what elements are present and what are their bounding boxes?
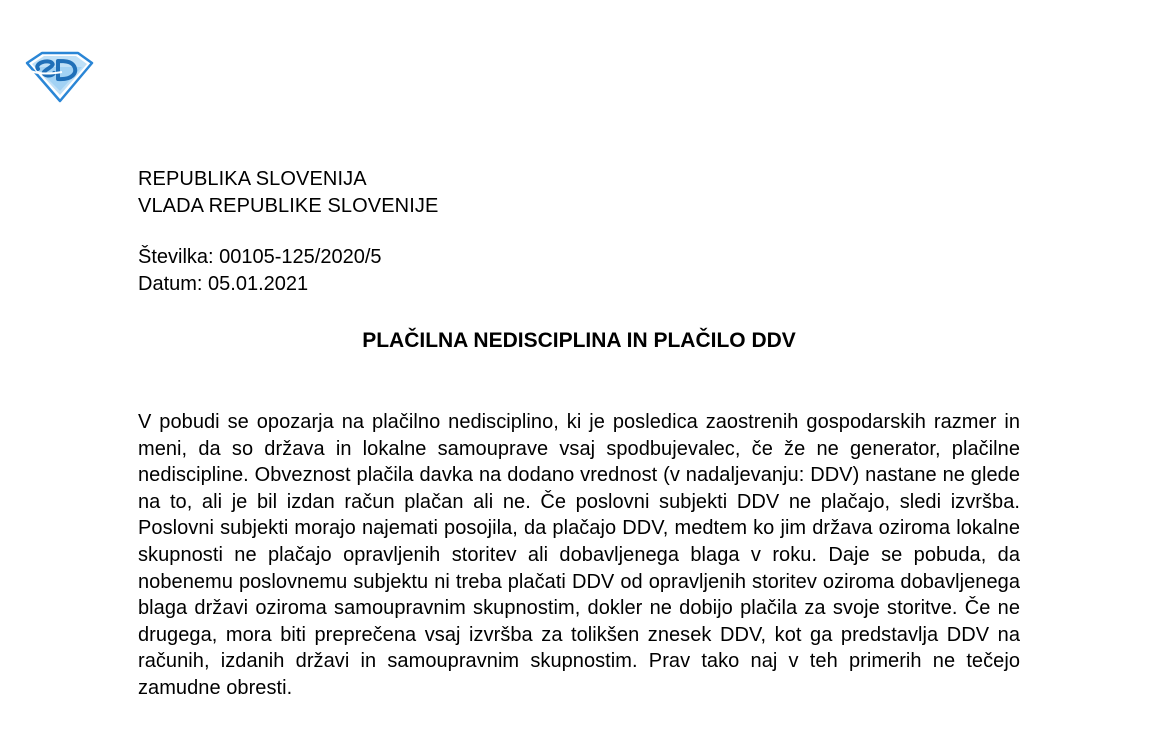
- document-date: Datum: 05.01.2021: [138, 273, 309, 295]
- government-logo-icon: [22, 49, 96, 103]
- document-number: Številka: 00105-125/2020/5: [138, 246, 382, 268]
- header-line-republic: REPUBLIKA SLOVENIJA: [138, 168, 367, 190]
- header-line-government: VLADA REPUBLIKE SLOVENIJE: [138, 195, 439, 217]
- document-title: PLAČILNA NEDISCIPLINA IN PLAČILO DDV: [362, 329, 796, 352]
- body-paragraph: V pobudi se opozarja na plačilno nedisciplino, ki je posledica zaostrenih gospodarskih razmer in meni, da so država in lokalne samouprave vsaj spodbujevalec, če že ne generator, plačilne nediscipline. Obveznost plačila davka na dodano vrednost (v nadaljevanju: DDV) nastane ne glede na to, ali je bil izdan račun plačan ali ne. Če poslovni subjekti DDV ne plačajo, sledi izvršba. Poslovni subjekti morajo najemati posojila, da plačajo DDV, medtem ko jim država oziroma lokalne skupnosti ne plačajo opravljenih storitev ali dobavljenega blaga v roku. Daje se pobuda, da nobenemu poslovnemu subjektu ni treba plačati DDV od opravljenih storitev oziroma dobavljenega blaga državi oziroma samoupravnim skupnostim, dokler ne dobijo plačila za svoje storitve. Če ne drugega, mora biti preprečena vsaj izvršba za tolikšen znesek DDV, kot ga predstavlja DDV na računih, izdanih državi in samoupravnim skupnostim. Prav tako naj v teh primerih ne tečejo zamudne obresti.: [138, 411, 1020, 699]
- document-meta: [138, 244, 382, 298]
- government-header: [138, 166, 438, 220]
